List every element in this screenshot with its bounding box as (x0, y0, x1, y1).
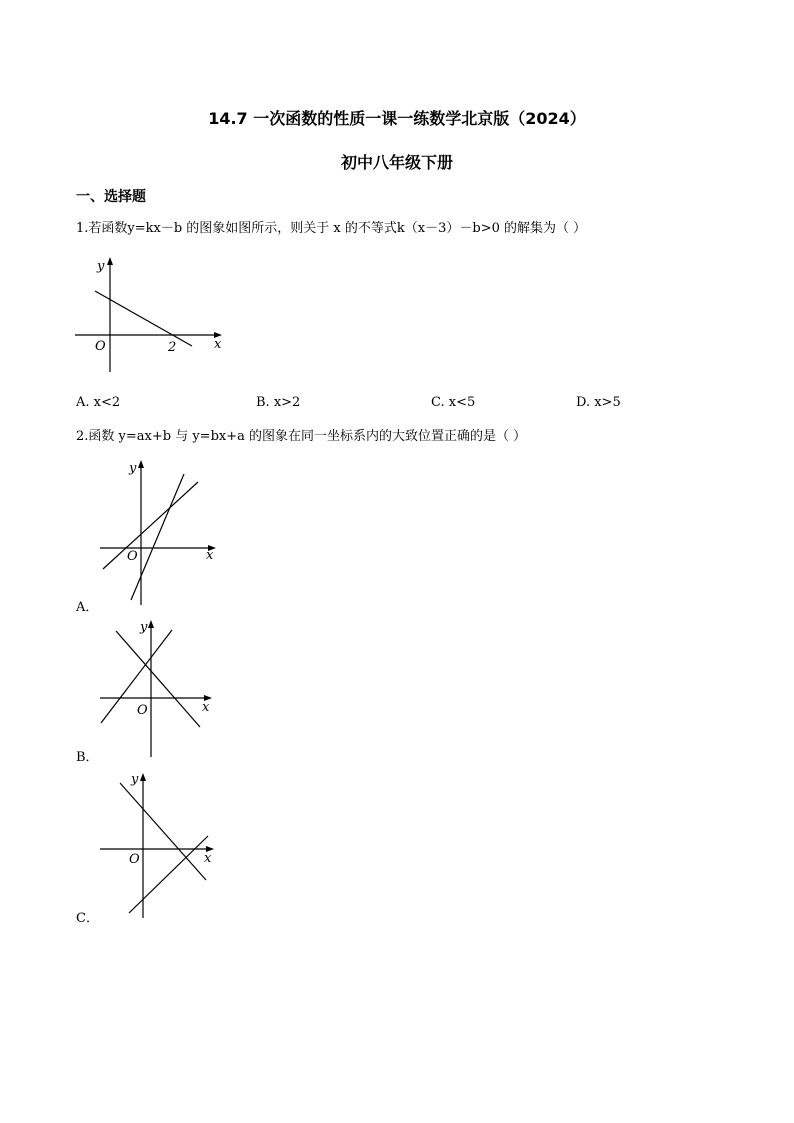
option-a[interactable]: A. x<2 (76, 395, 121, 410)
origin-label: O (137, 703, 148, 718)
graph-option-a-label[interactable]: A． (76, 600, 99, 615)
line-steep (131, 474, 184, 600)
graph-option-b-label[interactable]: B． (76, 750, 99, 765)
y-axis-arrow (107, 257, 113, 265)
x-axis-label: x (206, 548, 214, 563)
tick-label-2: 2 (168, 340, 177, 355)
y-axis-label: y (140, 620, 148, 635)
document-subtitle: 初中八年级下册 (340, 153, 453, 172)
question-1-graph (70, 252, 240, 377)
x-axis-label: x (202, 700, 210, 715)
question-1-text: 1.若函数y=kx－b 的图象如图所示，则关于 x 的不等式k（x－3）－b>0 的解集为（ ） (76, 221, 587, 236)
origin-label: O (95, 339, 106, 354)
question-2-graph-c (96, 768, 226, 920)
line-falling (116, 631, 200, 727)
y-axis-arrow (140, 773, 146, 781)
origin-label: O (129, 852, 140, 867)
option-b[interactable]: B. x>2 (256, 395, 301, 410)
option-d[interactable]: D. x>5 (576, 395, 621, 410)
x-axis-label: x (204, 851, 212, 866)
question-2-graph-b (96, 615, 226, 760)
option-c[interactable]: C. x<5 (431, 395, 476, 410)
graph-option-c-label[interactable]: C． (76, 911, 99, 926)
x-axis-label: x (214, 337, 222, 352)
y-axis-arrow (138, 460, 144, 468)
question-2-text: 2.函数 y=ax+b 与 y=bx+a 的图象在同一坐标系内的大致位置正确的是（ ） (76, 429, 527, 444)
y-axis-label: y (129, 461, 137, 476)
question-2-graph-a (96, 455, 226, 607)
document-title: 14.7 一次函数的性质一课一练数学北京版（2024） (208, 109, 586, 128)
line-gentle (103, 482, 198, 569)
origin-label: O (127, 549, 138, 564)
y-axis-arrow (148, 620, 154, 628)
y-axis-label: y (131, 772, 139, 787)
line-rising (129, 836, 208, 913)
section-heading: 一、选择题 (76, 189, 146, 205)
y-axis-label: y (97, 259, 105, 274)
